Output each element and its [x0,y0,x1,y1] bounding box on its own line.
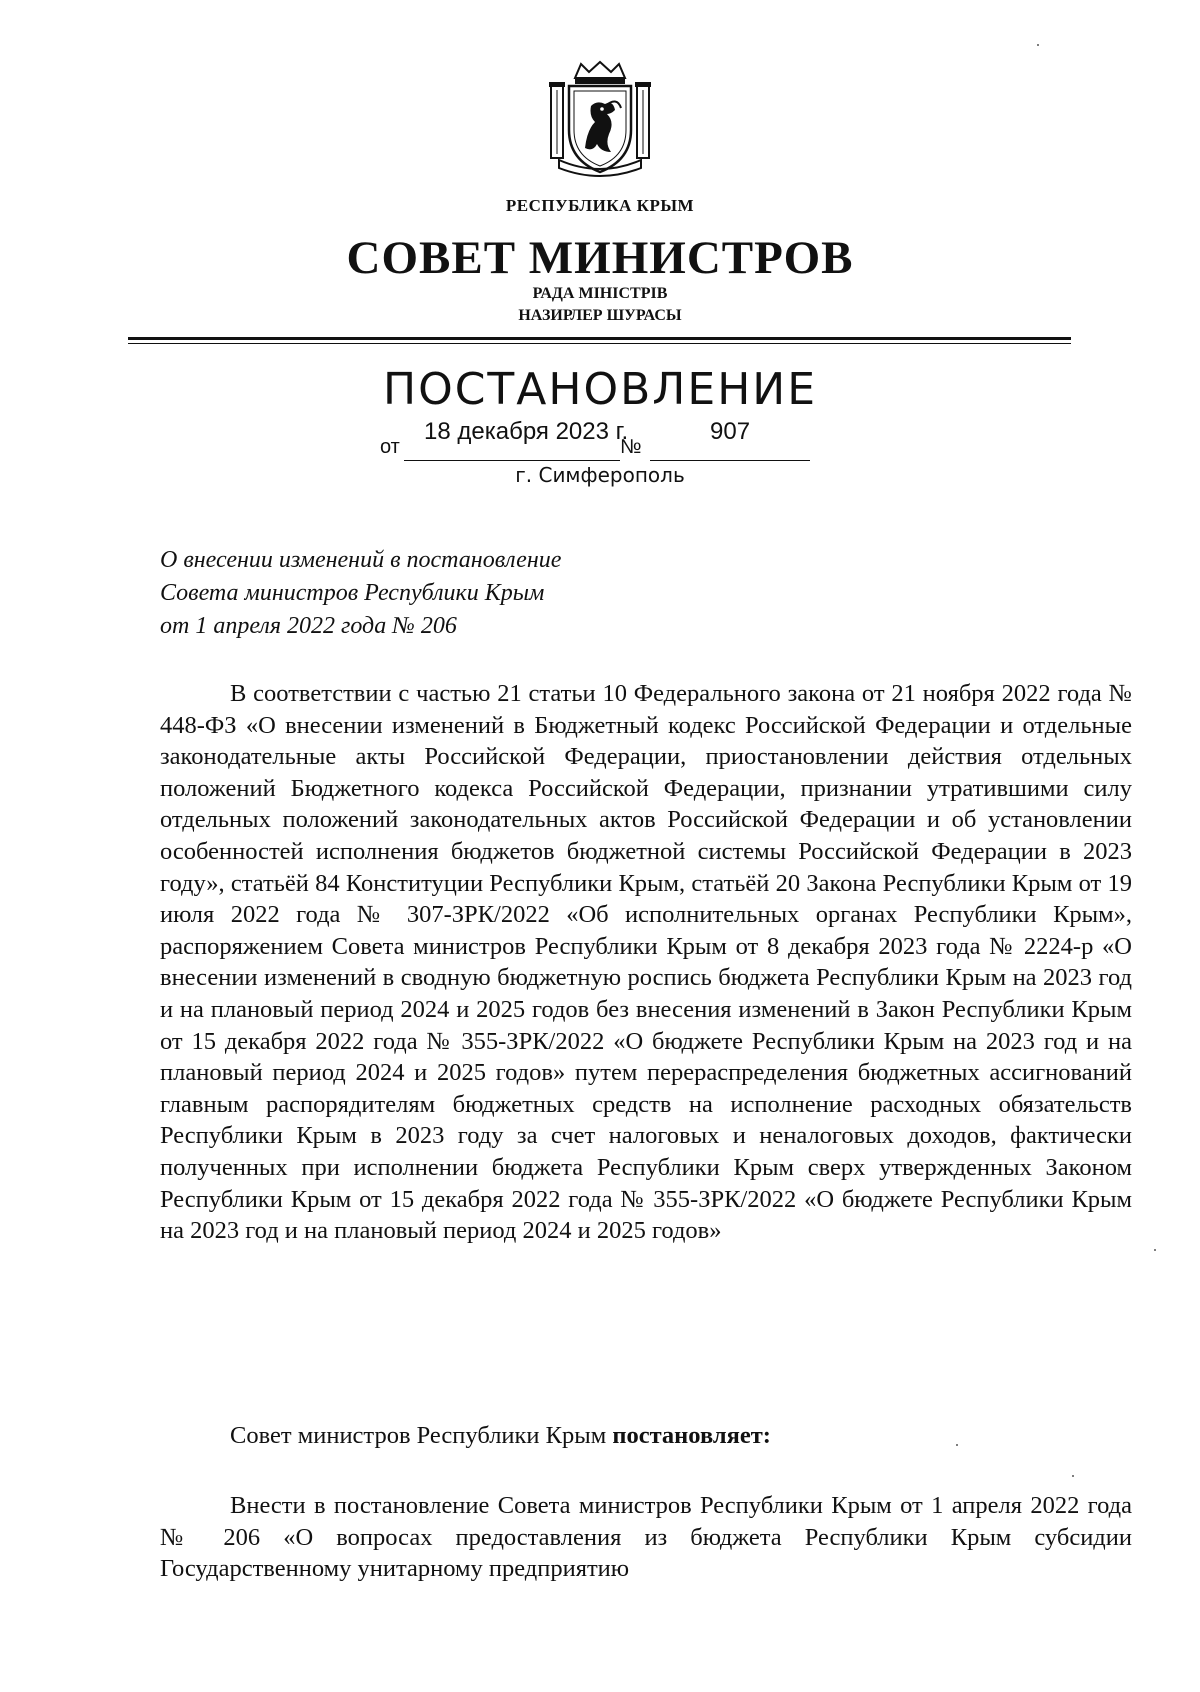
decree-subject [160,544,561,643]
amendment-paragraph-block [160,1490,1132,1585]
decree-date: 18 декабря 2023 г. [424,418,629,445]
resolves-keyword: постановляет: [612,1422,771,1449]
city-name: г. Симферополь [515,463,685,487]
resolves-paragraph-block [160,1420,1132,1452]
date-underline [404,460,620,461]
number-sign: № [620,436,642,458]
document-type-title: ПОСТАНОВЛЕНИЕ [382,364,817,415]
number-underline [650,460,810,461]
preamble-paragraph: В соответствии с частью 21 статьи 10 Федерального закона от 21 ноября 2022 года № 448-ФЗ «О внесении изменений в Бюджетный кодекс Российской Федерации и отдельные законодательные акты Российской Федерации, приостановлении действия отдельных положений Бюджетного кодекса Российской Федерации, признании утратившими силу отдельных положений законодательных актов Российской Федерации и об установлении особенностей исполнения бюджетов бюджетной системы Российской Федерации в 2023 году», статьёй 84 Конституции Республики Крым, статьёй 20 Закона Республики Крым от 19 июля 2022 года № 307-ЗРК/2022 «Об исполнительных органах Республики Крым», распоряжением Совета министров Республики Крым от 8 декабря 2023 года № 2224-р «О внесении изменений в сводную бюджетную роспись бюджета Республики Крым на 2023 год и на плановый период 2024 и 2025 годов без внесения изменений в Закон Республики Крым от 15 декабря 2022 года № 355-ЗРК/2022 «О бюджете Республики Крым на 2023 год и на плановый период 2024 и 2025 годов» путем перераспределения бюджетных ассигнований главным распорядителям бюджетных средств на исполнение расходных обязательств Республики Крым в 2023 году за счет налоговых и неналоговых доходов, фактически полученных при исполнении бюджета Республики Крым сверх утвержденных Законом Республики Крым от 15 декабря 2022 года № 355-ЗРК/2022 «О бюджете Республики Крым на 2023 год и на плановый период 2024 и 2025 годов» [160,680,1132,1245]
scan-speck [956,1444,958,1446]
amendment-paragraph: Внести в постановление Совета министров Республики Крым от 1 апреля 2022 года № 206 «О вопросах предоставления из бюджета Республики Крым субсидии Государственному унитарному предприятию [160,1492,1132,1583]
subject-line: О внесении изменений в постановление [160,547,562,573]
council-name-ukrainian: РАДА МІНІСТРІВ [532,285,668,302]
date-prefix: от [380,436,400,458]
republic-name: РЕСПУБЛИКА КРЫМ [505,196,695,215]
subject-line: от 1 апреля 2022 года № 206 [160,613,457,639]
header-divider-thick [128,337,1071,340]
scan-speck [1154,1249,1156,1251]
header-divider-thin [128,343,1071,344]
council-name: СОВЕТ МИНИСТРОВ [346,232,854,284]
subject-line: Совета министров Республики Крым [160,580,545,606]
scan-speck [1037,44,1039,46]
scan-speck [1072,1475,1074,1477]
preamble-paragraph-block [160,678,1132,1247]
coat-of-arms-icon [545,60,655,178]
resolves-lead-text: Совет министров Республики Крым [230,1422,613,1449]
decree-number: 907 [710,418,751,445]
decree-date-number-row [380,418,820,458]
council-name-crimean-tatar: НАЗИРЛЕР ШУРАСЫ [518,307,682,324]
resolves-paragraph [160,1420,1132,1452]
